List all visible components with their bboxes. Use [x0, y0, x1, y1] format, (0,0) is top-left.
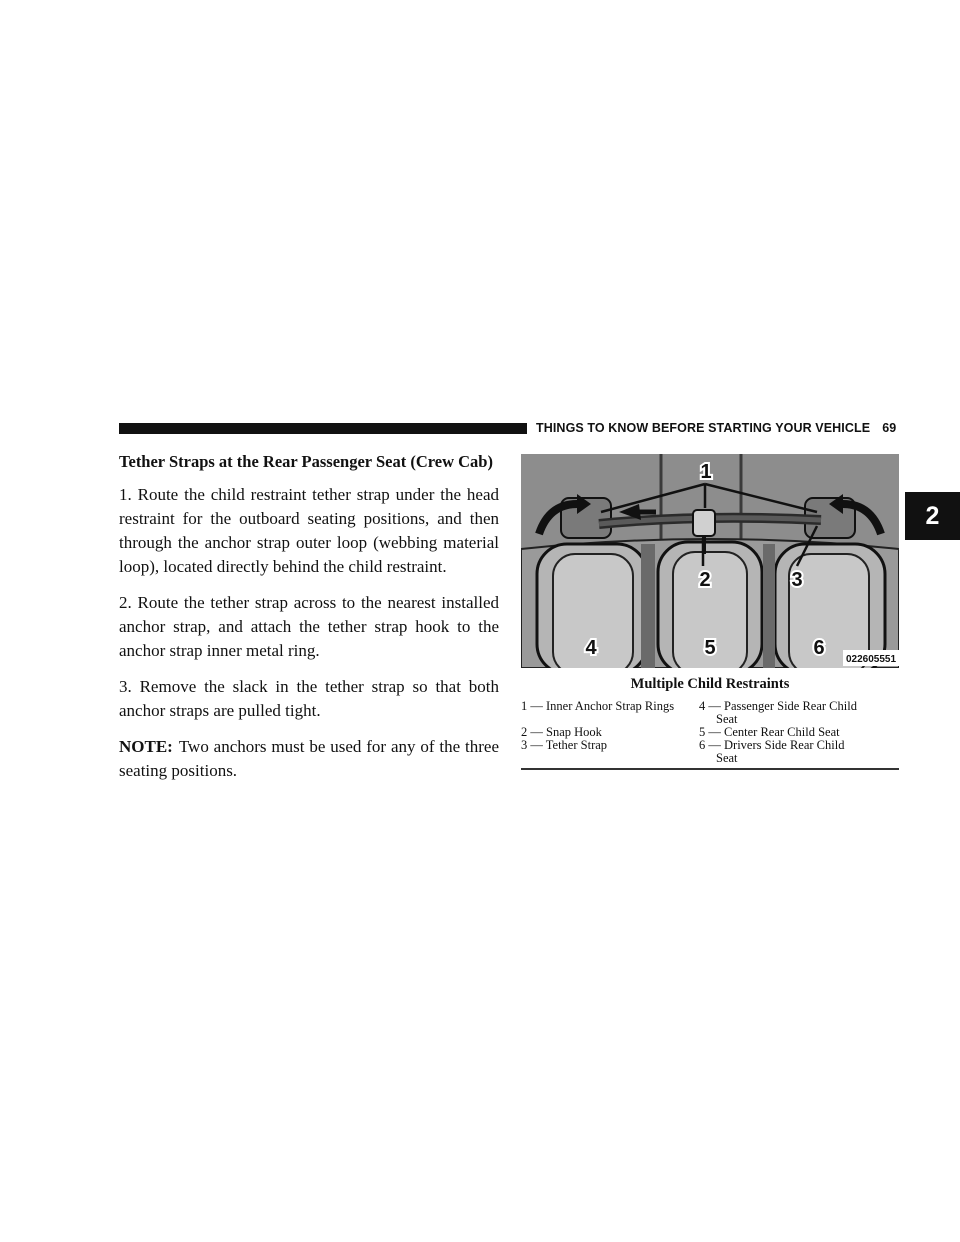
figure-legend — [521, 700, 899, 770]
child-restraint-illustration — [521, 454, 899, 668]
header-title: THINGS TO KNOW BEFORE STARTING YOUR VEHICLE — [536, 421, 871, 435]
seat-drawing — [521, 454, 899, 668]
callout-6: 6 — [813, 637, 825, 659]
step-3: 3. Remove the slack in the tether strap so that both anchor straps are pulled tight. — [119, 677, 499, 720]
note — [119, 735, 499, 783]
callout-1: 1 — [700, 461, 712, 483]
callout-5: 5 — [704, 637, 716, 659]
step-2: 2. Route the tether strap across to the nearest installed anchor strap, and attach the tether strap hook to the anchor strap inner metal ring. — [119, 593, 499, 660]
legend-item-3: 3 — Tether Strap — [521, 738, 608, 752]
chapter-tab: 2 — [905, 492, 960, 540]
header-rule — [119, 423, 527, 434]
page-number: 69 — [882, 421, 897, 435]
legend-item-6-line1: 6 — Drivers Side Rear Child — [699, 738, 845, 752]
legend-item-6-line2: Seat — [716, 751, 738, 765]
step-1: 1. Route the child restraint tether strap under the head restraint for the outboard seating positions, and then through the anchor strap outer loop (webbing material loop), located directly behind the child restraint. — [119, 485, 499, 576]
figure-caption: Multiple Child Restraints — [630, 676, 790, 692]
legend-item-2: 2 — Snap Hook — [521, 725, 602, 739]
note-text: Two anchors must be used for any of the three seating positions. — [119, 737, 499, 780]
callout-2: 2 — [699, 569, 711, 591]
legend-item-6 — [699, 739, 899, 765]
running-header — [536, 421, 896, 435]
section-heading: Tether Straps at the Rear Passenger Seat (Crew Cab) — [119, 452, 493, 471]
legend-item-1: 1 — Inner Anchor Strap Rings — [521, 699, 675, 713]
legend-item-4 — [699, 700, 899, 726]
note-label: NOTE: — [119, 737, 173, 756]
legend-item-5: 5 — Center Rear Child Seat — [699, 725, 840, 739]
image-code: 022605551 — [845, 654, 897, 665]
callout-4: 4 — [585, 637, 597, 659]
legend-row — [521, 739, 899, 765]
callout-3: 3 — [791, 569, 803, 591]
legend-item-4-line2: Seat — [716, 712, 738, 726]
legend-row — [521, 700, 899, 726]
legend-item-4-line1: 4 — Passenger Side Rear Child — [699, 699, 857, 713]
body-column — [119, 448, 499, 795]
